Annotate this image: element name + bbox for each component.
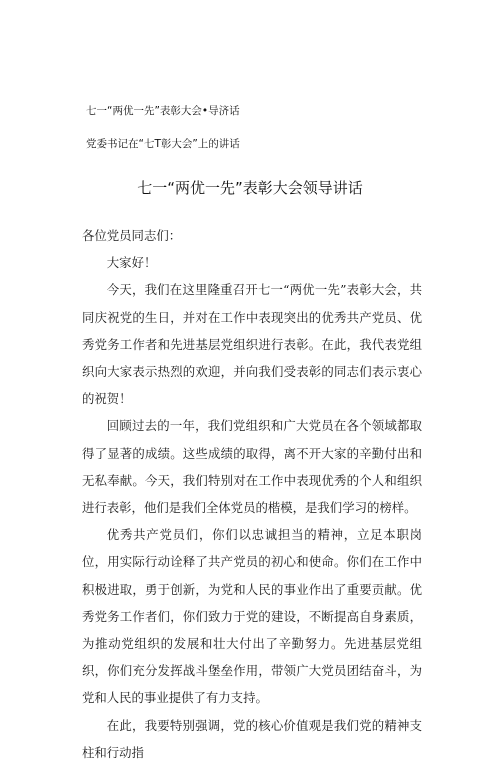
document-title: 七一“两优一先”表彰大会领导讲话 [137, 179, 363, 197]
salutation: 各位党员同志们： [82, 228, 182, 243]
paragraph-emphasis: 在此，我要特别强调，党的核心价值观是我们党的精神支柱和行动指 [82, 717, 422, 760]
document-body [82, 222, 422, 766]
toc-line-1: 七一“两优一先”表彰大会•导济话 [86, 105, 240, 117]
paragraph-greeting: 大家好！ [106, 255, 157, 271]
paragraph-commendation: 优秀共产党员们，你们以忠诚担当的精神，立足本职岗位，用实际行动诠释了共产党员的初心和使命。你们在工作中积极进取，勇于创新，为党和人民的事业作出了重要贡献。优秀党务工作者们，你们致力于党的建设，不断提高自身素质，为推动党组织的发展和壮大付出了辛勤努力。先进基层党组织，你们充分发挥战斗堡垒作用，带领广大党员团结奋斗，为党和人民的事业提供了有力支持。 [82, 527, 422, 706]
toc-line-2: 党委书记在“七T彰大会”上的讲话 [86, 138, 240, 150]
paragraph-opening: 今天，我们在这里隆重召开七一“两优一先”表彰大会，共同庆祝党的生日，并对在工作中表现突出的优秀共产党员、优秀党务工作者和先进基层党组织进行表彰。在此，我代表党组织向大家表示热烈的欢迎，并向我们受表彰的同志们表示衷心的祝贺！ [82, 282, 422, 407]
paragraph-review: 回顾过去的一年，我们党组织和广大党员在各个领域都取得了显著的成绩。这些成绩的取得，离不开大家的辛勤付出和无私奉献。今天，我们特别对在工作中表现优秀的个人和组织进行表彰，他们是我们全体党员的楷模，是我们学习的榜样。 [82, 418, 422, 516]
